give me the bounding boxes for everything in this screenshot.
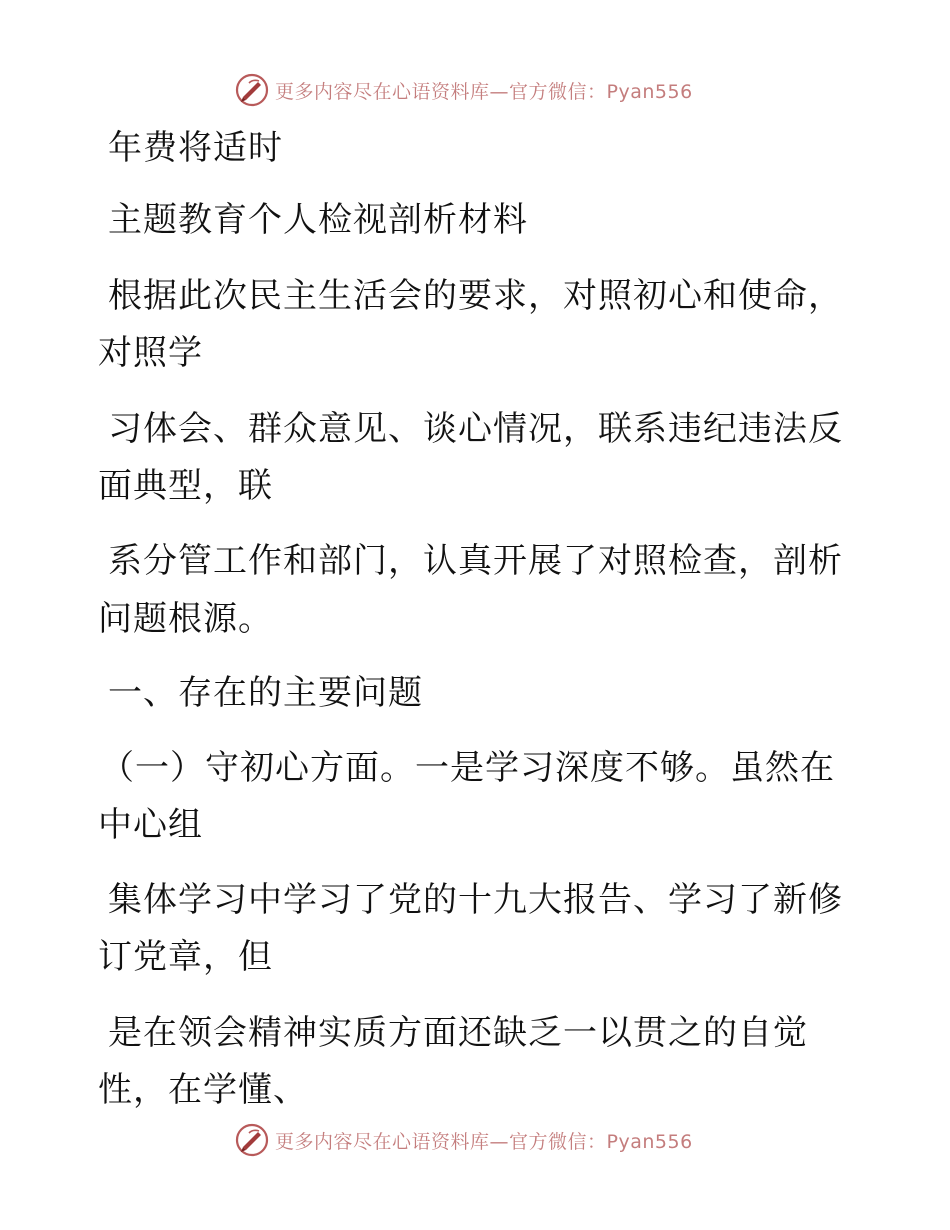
text-line: 中心组 [98,805,203,845]
text-line: 性，在学懂、 [98,1070,308,1110]
text-line: （一）守初心方面。一是学习深度不够。虽然在 [100,748,835,788]
watermark-text: 更多内容尽在心语资料库—官方微信：Pyan556 [275,80,693,103]
text-line: 面典型，联 [98,466,273,506]
text-line: 问题根源。 [98,599,273,639]
text-line: 订党章，但 [98,937,273,977]
pen-logo-icon [235,1123,269,1157]
text-line: 主题教育个人检视剖析材料 [108,200,528,240]
text-line: 对照学 [98,333,203,373]
text-line: 是在领会精神实质方面还缺乏一以贯之的自觉 [108,1013,808,1053]
text-line: 系分管工作和部门，认真开展了对照检查，剖析 [108,541,843,581]
watermark-footer [235,1120,755,1160]
watermark-header [235,70,755,110]
watermark-text: 更多内容尽在心语资料库—官方微信：Pyan556 [275,1130,693,1153]
pen-logo-icon [235,73,269,107]
text-line: 根据此次民主生活会的要求，对照初心和使命， [108,276,843,316]
text-line: 集体学习中学习了党的十九大报告、学习了新修 [108,880,843,920]
text-line: 习体会、群众意见、谈心情况，联系违纪违法反 [108,409,843,449]
text-line: 年费将适时 [108,128,283,168]
section-heading: 一、存在的主要问题 [108,673,423,713]
